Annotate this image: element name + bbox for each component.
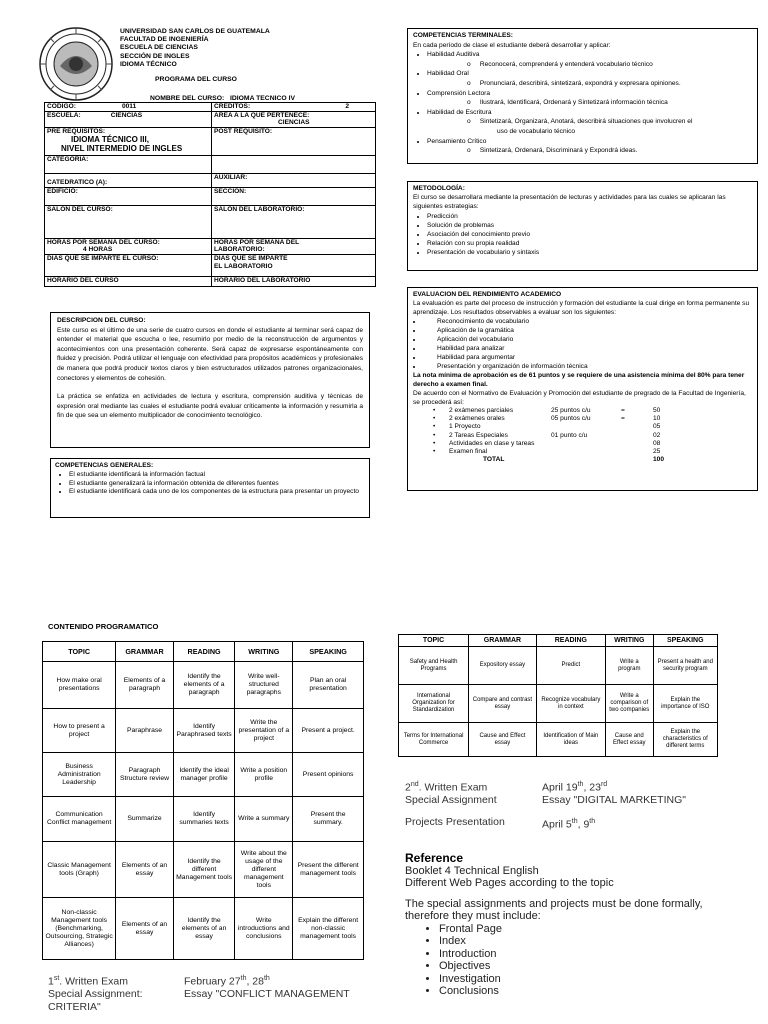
methodology-intro: El curso se desarrollara mediante la presentación de lecturas y actividades para las cuales se aplicaran las siguientes estrategias:: [413, 194, 726, 211]
projects-date-text: April 5: [542, 818, 572, 830]
evaluation-item: [423, 317, 752, 326]
description-box: [50, 312, 370, 448]
terminal-competency-sub-text: Reconocerá, comprenderá y entenderá vocabulario técnico: [479, 60, 653, 68]
horario-label: HORARIO DEL CURSO: [47, 276, 119, 284]
score-detail: 05 puntos c/u: [551, 415, 591, 423]
score-detail: 25 puntos c/u: [551, 407, 591, 414]
creditos-value: 2: [345, 103, 349, 110]
program-title: PROGRAMA DEL CURSO: [155, 76, 237, 83]
projects-date-sup1: th: [571, 817, 578, 825]
table-cell: Write the presentation of a project: [235, 709, 293, 753]
reference-line-1: Booklet 4 Technical English: [405, 864, 539, 877]
projects-date-mid: , 9: [577, 818, 590, 830]
column-header: TOPIC: [43, 642, 116, 662]
evaluation-list: [413, 317, 752, 371]
table-cell: Explain the characteristics of different terms: [653, 723, 717, 757]
table-cell: Identify Paraphrased texts: [173, 709, 235, 753]
prereq-1: IDIOMA TÉCNICO III,: [71, 135, 149, 145]
second-exam-date-sup1: th: [577, 781, 584, 788]
terminal-competencies-intro: En cada período de clase el estudiante deberá desarrollar y aplicar:: [413, 41, 611, 49]
bullet-icon: •: [433, 431, 436, 439]
description-p1: Este curso es el último de una serie de cuatro cursos en donde el estudiante al terminar será capaz de entender el material que escucha o lee, resumirlo por medio de la reconstrucción de argumentos y acontecimientos con una presentación coherente. Será capaz de expresarse espontáneamente con fluidez y precisión. Podrá utilizar el lenguaje con efectividad para propósitos académicos y profesionales de manera que podrá producir textos claros y bien estructurados utilizados patrones organizacionales, conectores y elementos de cohesión.: [57, 326, 363, 382]
first-exam-date-text: February 27: [184, 975, 241, 988]
dias-label: DIAS QUE SE IMPARTE EL CURSO:: [47, 254, 159, 262]
terminal-competency-sub: o Sintetizará, Ordenará, Discriminará y Expondrá ideas.: [467, 147, 638, 155]
terminal-competency-item: [427, 69, 752, 88]
evaluation-min-grade: La nota mínima de aprobación es de 61 puntos y se requiere de una asistencia mínima del 80% para tener derecho a examen final.: [413, 372, 745, 388]
column-header: SPEAKING: [653, 635, 717, 647]
table-cell: Identify summaries texts: [173, 797, 235, 842]
first-exam-text: . Written Exam: [59, 975, 128, 988]
terminal-competency-item: [427, 137, 752, 156]
terminal-competency-sub-text: Pronunciará, describirá, sintetizará, expondrá y expresara opiniones.: [479, 79, 681, 87]
table-cell: Elements of an essay: [116, 898, 174, 960]
bullet-icon: •: [433, 439, 436, 447]
evaluation-title: EVALUACION DEL RENDIMIENTO ACADEMICO: [413, 291, 562, 298]
reference-requirements-list: [405, 923, 755, 998]
first-exam-sup: st: [53, 975, 60, 982]
seccion-label: SECCION:: [214, 187, 247, 195]
general-competency-item: • El estudiante identificará la información factual: [69, 471, 365, 480]
faculty-name: FACULTAD DE INGENIERÍA: [120, 36, 209, 44]
table-row: [43, 662, 364, 709]
description-p2: La práctica se enfatiza en actividades de lectura y escritura, comprensión auditiva y técnicas de expresión oral mediante las cuales el estudiante podrá evaluar críticamente la información y resumirla a fin de que sea un elemento multiplicador de conocimiento tecnológico.: [57, 393, 363, 420]
reference-note-2: therefore they must include:: [405, 910, 541, 922]
table-row: [399, 685, 718, 723]
auxiliar-label: AUXILIAR:: [214, 173, 248, 181]
column-header: SPEAKING: [293, 642, 364, 662]
categoria-label: CATEGORIA:: [47, 155, 89, 163]
reference-title: Reference: [405, 851, 464, 865]
table-cell: Summarize: [116, 797, 174, 842]
horas-lab-label-1: HORAS POR SEMANA DEL: [214, 238, 300, 246]
general-competencies-box: [50, 458, 370, 518]
terminal-competencies-title: COMPETENCIAS TERMINALES:: [413, 32, 514, 39]
table-cell: Paraphrase: [116, 709, 174, 753]
course-info-table: [44, 102, 376, 287]
evaluation-item-text: Habilidad para argumentar: [437, 354, 516, 361]
score-total: 100: [653, 456, 665, 464]
evaluation-item-text: Aplicación del vocabulario: [437, 336, 514, 343]
terminal-competency-item: [427, 89, 752, 108]
table-cell: Non-classic Management tools (Benchmarking, Outsourcing, Strategic Alliances): [43, 898, 116, 960]
column-header: READING: [536, 635, 605, 647]
table-cell: Identify the ideal manager profile: [173, 753, 235, 797]
prereq-label: PRE REQUISITOS:: [47, 127, 106, 135]
requirement-item: • Objectives: [439, 960, 755, 973]
special-assignment-2-essay: Essay "DIGITAL MARKETING": [542, 794, 686, 806]
table-cell: Classic Management tools (Graph): [43, 842, 116, 898]
table-cell: Elements of an essay: [116, 842, 174, 898]
codigo-label: CODIGO:: [47, 103, 76, 110]
table-cell: Write a program: [605, 647, 653, 685]
evaluation-item-text: Aplicación de la gramática: [437, 327, 514, 334]
horario-lab-label: HORARIO DEL LABORATORIO: [214, 276, 311, 284]
methodology-item: • Asociación del conocimiento previo: [427, 230, 752, 239]
table-cell: Compare and contrast essay: [469, 685, 537, 723]
special-assignment-criteria: CRITERIA": [48, 1000, 101, 1013]
first-exam-date-mid: , 28: [246, 975, 264, 988]
evaluation-box: [407, 287, 758, 491]
table-cell: Write a comparison of two companies: [605, 685, 653, 723]
first-exam-date-sup2: th: [263, 975, 270, 982]
terminal-competency-sub2: uso de vocabulario técnico: [497, 127, 576, 135]
edificio-label: EDIFICIO:: [47, 187, 78, 195]
table-cell: How to present a project: [43, 709, 116, 753]
horas-value: 4 HORAS: [83, 246, 113, 254]
score-item: 1 Proyecto: [449, 423, 481, 431]
area-label: AREA A LA QUE PERTENECE:: [214, 111, 310, 119]
bullet-icon: •: [433, 423, 436, 431]
evaluation-item: [423, 353, 752, 362]
table-cell: Business Administration Leadership: [43, 753, 116, 797]
reference-note-1: The special assignments and projects must be done formally,: [405, 897, 703, 910]
second-exam-block: [405, 779, 745, 828]
table-cell: Identify the elements of an essay: [173, 898, 235, 960]
score-equals: =: [621, 415, 625, 423]
evaluation-item: [423, 362, 752, 371]
second-exam-date-sup2: rd: [600, 781, 608, 788]
table-cell: Elements of a paragraph: [116, 662, 174, 709]
terminal-competency-sub: o Ilustrará, Identificará, Ordenará y Sintetizará información técnica: [467, 99, 668, 107]
requirement-item: • Conclusions: [439, 985, 755, 998]
requirement-item: • Index: [439, 935, 755, 948]
bullet-icon: •: [433, 415, 436, 423]
evaluation-item: [423, 335, 752, 344]
table-row: [43, 898, 364, 960]
column-header: WRITING: [235, 642, 293, 662]
table-cell: Write about the usage of the different management tools: [235, 842, 293, 898]
terminal-competencies-box: [407, 28, 758, 164]
score-points: 25: [653, 448, 661, 455]
methodology-item: • Predicción: [427, 212, 752, 221]
description-title: DESCRIPCION DEL CURSO:: [57, 317, 146, 324]
table-row: [43, 842, 364, 898]
general-competency-item: • El estudiante generalizará la información obtenida de diferentes fuentes: [69, 480, 365, 489]
special-assignment-label: Special Assignment:: [48, 988, 143, 1000]
table-row: [43, 797, 364, 842]
terminal-competency-label: Comprensión Lectora: [427, 89, 491, 97]
score-points: 02: [653, 431, 661, 439]
requirement-item: • Investigation: [439, 973, 755, 986]
terminal-competency-sub-text: Sintetizará, Organizará, Anotará, describirá situaciones que involucren el: [479, 118, 693, 126]
terminal-competency-sub: o Pronunciará, describirá, sintetizará, expondrá y expresara opiniones.: [467, 79, 681, 87]
table-cell: Write a position profile: [235, 753, 293, 797]
postreq-label: POST REQUISITO:: [214, 127, 273, 135]
first-exam-line: [48, 973, 368, 988]
section-name: SECCIÓN DE INGLES: [120, 52, 190, 60]
methodology-title: METODOLOGÍA:: [413, 185, 465, 192]
score-detail: 01 punto c/u: [551, 431, 588, 439]
header-lines: [120, 28, 270, 69]
evaluation-item-text: Presentación y organización de información técnica: [437, 363, 588, 370]
area-value: CIENCIAS: [278, 119, 310, 127]
evaluation-item: [423, 326, 752, 335]
general-competency-item: • El estudiante identificará cada uno de los componentes de la estructura para presentar un proyecto: [69, 488, 365, 497]
special-assignment-2-label: Special Assignment: [405, 794, 497, 806]
evaluation-item-text: Habilidad para analizar: [437, 345, 505, 352]
table-cell: Cause and Effect essay: [605, 723, 653, 757]
column-header: GRAMMAR: [469, 635, 537, 647]
first-exam-date: [184, 973, 270, 988]
content-table-2: [398, 634, 718, 757]
table-cell: Explain the importance of ISO: [653, 685, 717, 723]
subject-name: IDIOMA TÉCNICO: [120, 60, 177, 68]
score-total-label: TOTAL: [483, 456, 505, 464]
requirement-item: • Introduction: [439, 948, 755, 961]
second-exam-line: [405, 779, 745, 794]
terminal-competency-sub-text: Ilustrará, Identificará, Ordenará y Sintetizará información técnica: [479, 99, 668, 107]
bullet-icon: •: [433, 448, 436, 455]
terminal-competency-label: Habilidad Oral: [427, 70, 469, 78]
terminal-competency-label: Pensamiento Crítico: [427, 137, 487, 145]
table-cell: Write a summary: [235, 797, 293, 842]
special-assignment-essay: Essay "CONFLICT MANAGEMENT: [184, 988, 350, 1000]
first-exam-number: 1: [48, 975, 54, 988]
projects-date: [542, 816, 595, 831]
table-cell: Terms for International Commerce: [399, 723, 469, 757]
catedratico-label: CATEDRATICO (A):: [47, 179, 108, 187]
special-assignment-2-line: [405, 794, 745, 807]
second-exam-number: 2: [405, 781, 411, 794]
reference-line-2: Different Web Pages according to the topic: [405, 877, 614, 889]
terminal-competency-sub: o Sintetizará, Organizará, Anotará, describirá situaciones que involucren el: [467, 118, 693, 126]
score-item: 2 Tareas Especiales: [449, 431, 508, 439]
salon-label: SALON DEL CURSO:: [47, 205, 113, 213]
content-table-1: [42, 641, 364, 960]
prereq-2: NIVEL INTERMEDIO DE INGLES: [61, 144, 183, 154]
second-exam-date-mid: , 23: [583, 781, 601, 794]
methodology-list: [413, 212, 752, 258]
first-exam-block: [48, 973, 368, 1013]
creditos-label: CREDITOS:: [214, 103, 251, 110]
first-exam-date-sup1: th: [240, 975, 247, 982]
terminal-competencies-list: [413, 50, 752, 156]
score-item: 2 exámenes orales: [449, 415, 505, 423]
table-cell: Plan an oral presentation: [293, 662, 364, 709]
table-cell: Recognize vocabulary in context: [536, 685, 605, 723]
table-cell: How make oral presentations: [43, 662, 116, 709]
score-points: 05: [653, 423, 661, 431]
table-cell: Predict: [536, 647, 605, 685]
course-name: IDIOMA TECNICO IV: [229, 95, 296, 102]
table-cell: Expository essay: [469, 647, 537, 685]
table-cell: Present opinions: [293, 753, 364, 797]
university-name: UNIVERSIDAD SAN CARLOS DE GUATEMALA: [120, 28, 270, 35]
terminal-competency-item: [427, 50, 752, 69]
table-cell: Write well-structured paragraphs: [235, 662, 293, 709]
table-row: [43, 709, 364, 753]
column-header: READING: [173, 642, 235, 662]
evaluation-normativo: De acuerdo con el Normativo de Evaluación y Promoción del estudiante de pregrado de la Facultad de Ingeniería, se procederá así:: [413, 390, 746, 406]
table-cell: Present a project.: [293, 709, 364, 753]
escuela-value: CIENCIAS: [110, 111, 143, 119]
table-cell: Present the summary.: [293, 797, 364, 842]
score-equals: =: [621, 407, 625, 414]
second-exam-date: [542, 779, 607, 794]
column-header: TOPIC: [399, 635, 469, 647]
general-competencies-title: COMPETENCIAS GENERALES:: [55, 462, 154, 469]
table-cell: Write introductions and conclusions: [235, 898, 293, 960]
terminal-competency-sub-text: Sintetizará, Ordenará, Discriminará y Expondrá ideas.: [479, 147, 638, 155]
table-cell: Identification of Main ideas: [536, 723, 605, 757]
table-row: [43, 753, 364, 797]
second-exam-date-text: April 19: [542, 781, 578, 794]
score-points: 08: [653, 439, 661, 447]
score-item: 2 exámenes parciales: [449, 407, 514, 414]
projects-label: Projects Presentation: [405, 815, 505, 828]
table-cell: Present the different management tools: [293, 842, 364, 898]
table-row: [399, 647, 718, 685]
university-seal-icon: [38, 26, 114, 102]
table-cell: Identify the different Management tools: [173, 842, 235, 898]
score-points: 50: [653, 407, 661, 414]
school-name: ESCUELA DE CIENCIAS: [120, 44, 198, 52]
course-name-label: NOMBRE DEL CURSO:: [150, 95, 225, 102]
table-cell: Communication Conflict management: [43, 797, 116, 842]
evaluation-score-rows: [413, 407, 752, 473]
special-assignment-line: [48, 988, 368, 1001]
terminal-competency-item: [427, 108, 752, 137]
methodology-item: • Solución de problemas: [427, 221, 752, 230]
dias-lab-label-2: EL LABORATORIO: [214, 262, 273, 270]
horas-label: HORAS POR SEMANA DEL CURSO:: [47, 238, 160, 246]
codigo-value: 0011: [121, 103, 137, 110]
table-cell: Cause and Effect essay: [469, 723, 537, 757]
projects-line: [405, 816, 745, 829]
methodology-item: • Relación con su propia realidad: [427, 239, 752, 248]
table-cell: Paragraph Structure review: [116, 753, 174, 797]
methodology-item: • Presentación de vocabulario y sintaxis: [427, 248, 752, 257]
requirement-item: • Frontal Page: [439, 923, 755, 936]
table-row: [399, 723, 718, 757]
salon-lab-label: SALON DEL LABORATORIO:: [214, 205, 305, 213]
evaluation-intro: La evaluación es parte del proceso de instrucción y formación del estudiante la cual dirige en forma permanente su aprendizaje. Los resultados observables a evaluar son los siguientes:: [413, 300, 750, 316]
reference-block: [405, 852, 755, 998]
dias-lab-label-1: DIAS QUE SE IMPARTE: [214, 254, 288, 262]
score-item: Actividades en clase y tareas: [449, 439, 535, 447]
escuela-label: ESCUELA:: [47, 111, 81, 119]
column-header: GRAMMAR: [116, 642, 174, 662]
terminal-competency-label: Habilidad de Escritura: [427, 108, 492, 116]
score-points: 10: [653, 415, 661, 423]
score-item: Examen final: [449, 448, 488, 455]
methodology-box: [407, 181, 758, 271]
second-exam-sup: nd: [410, 781, 419, 788]
course-name-line: [150, 95, 295, 102]
evaluation-item-text: Reconocimiento de vocabulario: [437, 318, 530, 325]
table-cell: Identify the elements of a paragraph: [173, 662, 235, 709]
table-cell: Safety and Health Programs: [399, 647, 469, 685]
projects-date-sup2: th: [589, 817, 596, 825]
bullet-icon: •: [433, 407, 436, 414]
second-exam-text: . Written Exam: [418, 781, 488, 794]
column-header: WRITING: [605, 635, 653, 647]
table-cell: International Organization for Standardization: [399, 685, 469, 723]
table-cell: Explain the different non-classic management tools: [293, 898, 364, 960]
terminal-competency-sub: o Reconocerá, comprenderá y entenderá vocabulario técnico: [467, 60, 653, 68]
content-title: CONTENIDO PROGRAMATICO: [48, 622, 159, 631]
general-competencies-list: [55, 471, 365, 497]
terminal-competency-label: Habilidad Auditiva: [427, 51, 480, 59]
horas-lab-label-2: LABORATORIO:: [214, 246, 265, 254]
evaluation-item: [423, 344, 752, 353]
table-cell: Present a health and security program: [653, 647, 717, 685]
